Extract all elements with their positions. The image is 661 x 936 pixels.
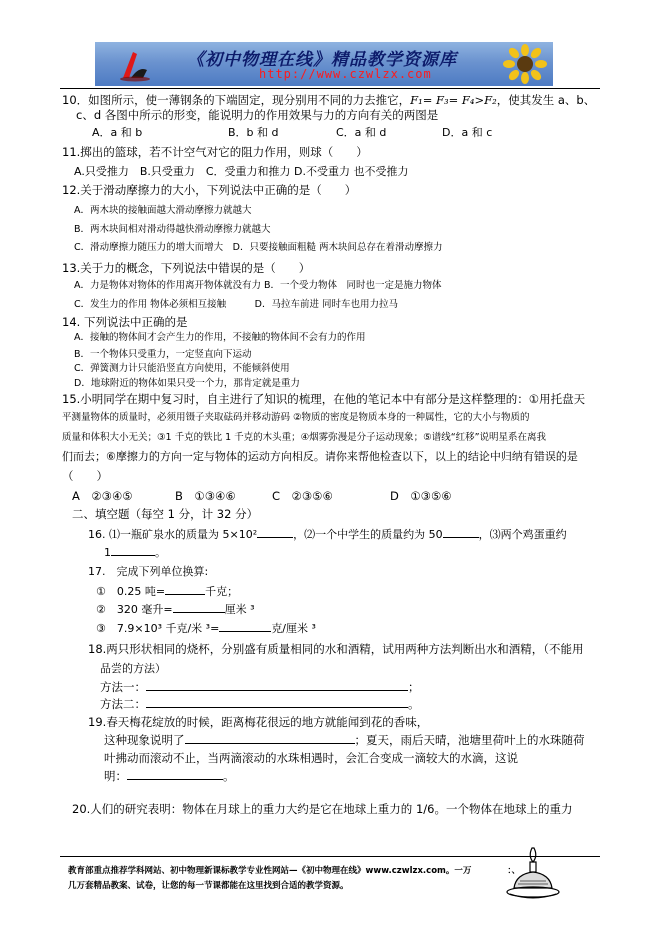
q12-option-a: A．两木块的接触面越大滑动摩擦力就越大 <box>74 205 252 216</box>
q10-stem-text: 10．如图所示，使一薄钢条的下端固定，现分别用不同的力去推它， <box>62 93 411 107</box>
q18-method-1 <box>100 680 420 694</box>
q17-item-1-unit: 千克； <box>205 585 239 598</box>
q17-item-3 <box>96 621 316 636</box>
q16-part-3: ，⑶两个鸡蛋重约 <box>478 528 567 541</box>
q15-line-2: 平测量物体的质量时，必须用镊子夹取砝码并移动游码 ②物质的密度是物质本身的一种属性，它的大小与物质的 <box>62 412 530 423</box>
q19-blank-1[interactable] <box>185 733 355 744</box>
q19-line-4-end: 。 <box>223 769 235 783</box>
footer-line-1 <box>68 864 520 876</box>
q17-blank-1[interactable] <box>165 584 205 595</box>
q19-line-4-text: 明： <box>104 769 127 783</box>
q16-blank-1[interactable] <box>257 527 293 538</box>
q12-stem: 12.关于滑动摩擦力的大小，下列说法中正确的是（ ） <box>62 183 357 197</box>
q13-option-ab: A．力是物体对物体的作用离开物体就没有力 B．一个受力物体 同时也一定是施力物体 <box>74 280 442 291</box>
q20-line-1: 20.人们的研究表明：物体在月球上的重力大约是它在地球上重力的 1/6。一个物体在地球上的重力 <box>72 802 573 816</box>
q19-line-3: 叶拂动而滚动不止，当两滴滚动的水珠相遇时，会汇合变成一滴较大的水滴，这说 <box>104 751 518 765</box>
q10-stem-tail: ，使其发生 a、b、 <box>496 93 596 107</box>
q15-option-d: D ①③⑤⑥ <box>390 489 452 503</box>
q16-blank-2[interactable] <box>443 527 479 538</box>
q12-option-b: B．两木块间相对滑动得越快滑动摩擦力就越大 <box>74 224 271 235</box>
q17-item-2-text: ② 320 毫升= <box>96 603 173 616</box>
q10-option-d: D．a 和 c <box>442 126 493 139</box>
q17-item-1 <box>96 584 238 599</box>
q11-options: A.只受推力 B.只受重力 C．受重力和推力 D.不受重力 也不受推力 <box>74 165 409 178</box>
q18-line-1: 18.两只形状相同的烧杯，分别盛有质量相同的水和酒精，试用两种方法判断出水和酒精，（不能用 <box>88 642 584 656</box>
header-banner <box>95 42 553 86</box>
q10-formula: F₁= F₃= F₄>F₂ <box>410 93 497 107</box>
q10-option-b: B．b 和 d <box>228 126 279 139</box>
q16-part-4: 1 <box>104 546 111 559</box>
q15-option-c: C ②③⑤⑥ <box>272 489 333 503</box>
q18-method-2 <box>100 697 420 711</box>
q15-line-5: （ ） <box>62 469 108 483</box>
header-url[interactable]: http://www.czwlzx.com <box>259 67 432 81</box>
q16-part-1: 16. ⑴一瓶矿泉水的质量为 5×10² <box>88 528 258 541</box>
q16-part-5: 。 <box>155 546 166 559</box>
q17-item-1-text: ① 0.25 吨= <box>96 585 166 598</box>
q14-option-d: D．地球附近的物体如果只受一个力，那肯定就是重力 <box>74 378 300 389</box>
footer-line-1-text: 教育部重点推荐学科网站、初中物理新课标教学专业性网站—《初中物理在线》www.czwlzx.com。一万 <box>68 866 472 876</box>
q17-stem: 17. 完成下列单位换算: <box>88 565 209 578</box>
q10-stem-line2: c、d 各图中所示的形变，能说明力的作用效果与力的方向有关的两图是 <box>76 108 439 122</box>
q10-option-c: C．a 和 d <box>336 126 387 139</box>
q10-option-a: A．a 和 b <box>92 126 143 139</box>
q18-method-1-label: 方法一： <box>100 680 146 694</box>
q19-line-2-text: 这种现象说明了 <box>104 733 185 747</box>
q14-option-c: C．弹簧测力计只能沿竖直方向使用，不能倾斜使用 <box>74 363 290 374</box>
q15-option-a: A ②③④⑤ <box>72 489 133 503</box>
q19-line-4 <box>104 769 235 783</box>
q14-option-a: A．接触的物体间才会产生力的作用，不接触的物体间不会有力的作用 <box>74 332 366 343</box>
q14-option-b: B．一个物体只受重力，一定竖直向下运动 <box>74 349 252 360</box>
q17-item-3-text: ③ 7.9×10³ 千克/米 ³= <box>96 622 220 635</box>
alcohol-lamp-icon <box>506 844 562 902</box>
q11-stem: 11.掷出的篮球，若不计空气对它的阻力作用，则球（ ） <box>62 145 368 159</box>
site-logo-icon <box>117 48 151 82</box>
sunflower-icon <box>503 44 547 84</box>
q12-option-cd: C．滑动摩擦力随压力的增大而增大 D．只要接触面粗糙 两木块间总存在着滑动摩擦力 <box>74 242 443 253</box>
q18-blank-2[interactable] <box>146 697 408 708</box>
q16-line-1 <box>88 527 567 542</box>
q19-blank-2[interactable] <box>127 769 223 780</box>
q19-line-1: 19.春天梅花绽放的时候，距离梅花很远的地方就能闻到花的香味， <box>88 715 429 729</box>
q17-item-3-unit: 克/厘米 ³ <box>271 622 316 635</box>
q14-stem: 14. 下列说法中正确的是 <box>62 315 188 329</box>
q15-option-b: B ①③④⑥ <box>175 489 236 503</box>
q10-stem <box>62 93 595 107</box>
q18-line-2: 品尝的方法） <box>100 662 166 675</box>
q18-method-2-label: 方法二： <box>100 697 146 711</box>
q15-line-1: 15.小明同学在期中复习时，自主进行了知识的梳理，在他的笔记本中有部分是这样整理的：①用托盘天 <box>62 392 586 406</box>
footer-line-2: 几万套精品教案、试卷，让您的每一节课都能在这里找到合适的教学资源。 <box>68 881 349 891</box>
q16-blank-3[interactable] <box>111 545 155 556</box>
q13-stem: 13.关于力的概念，下列说法中错误的是（ ） <box>62 261 311 275</box>
q17-blank-2[interactable] <box>173 602 225 613</box>
q17-item-2-unit: 厘米 ³ <box>224 603 255 616</box>
q13-option-cd: C．发生力的作用 物体必须相互接触 D．马拉车前进 同时车也用力拉马 <box>74 299 398 310</box>
q18-blank-1[interactable] <box>146 680 408 691</box>
section-2-heading: 二、填空题（每空 1 分，计 32 分） <box>72 507 259 521</box>
q15-line-3: 质量和体积大小无关；③1 千克的铁比 1 千克的木头重；④烟雾弥漫是分子运动现象；⑤谱线“红移”说明星系在离我 <box>62 432 547 443</box>
header-rule <box>60 88 600 89</box>
q15-line-4: 们而去；⑥摩擦力的方向一定与物体的运动方向相反。请你来帮他检查以下，以上的结论中归纳有错误的是 <box>62 450 578 463</box>
q17-item-2 <box>96 602 254 617</box>
q19-line-2-tail: ；夏天，雨后天晴，池塘里荷叶上的水珠随荷 <box>354 733 585 747</box>
q19-line-2 <box>104 733 585 747</box>
q16-part-2: ，⑵一个中学生的质量约为 50 <box>293 528 443 541</box>
q18-method-2-end: 。 <box>408 697 420 711</box>
header-title: 《初中物理在线》精品教学资源库 <box>187 50 457 70</box>
footer-line-1-tail: ：、 <box>507 866 521 876</box>
q16-line-2 <box>104 545 166 560</box>
q17-blank-3[interactable] <box>219 621 271 632</box>
q18-method-1-end: ； <box>408 680 420 694</box>
